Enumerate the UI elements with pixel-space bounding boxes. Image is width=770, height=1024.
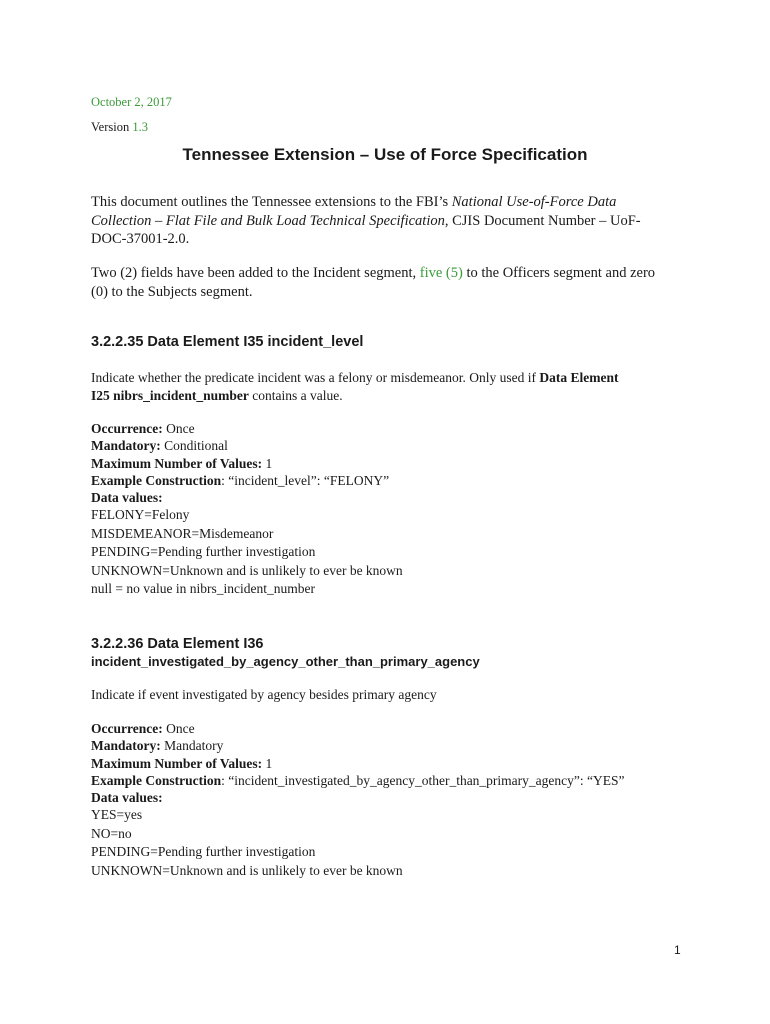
- section2-heading-line2: incident_investigated_by_agency_other_than_primary_agency: [91, 654, 480, 669]
- section1-desc-line1: [91, 369, 618, 387]
- section1-datavalues-label-text: Data values:: [91, 490, 163, 506]
- section2-maxvals-label: Maximum Number of Values:: [91, 755, 263, 771]
- intro-p2-text-b: to the Officers segment and zero: [462, 265, 656, 281]
- section1-heading: 3.2.2.35 Data Element I35 incident_level: [91, 334, 364, 350]
- version-line: [91, 119, 148, 136]
- section1-desc-text-b: contains a value.: [248, 387, 343, 403]
- section1-desc-line2: [91, 387, 618, 405]
- intro-p1-line2: [91, 212, 641, 231]
- section1-maxvals-value: 1: [262, 455, 273, 471]
- section2-datavalues-label: [91, 789, 625, 806]
- list-item: YES=yes: [91, 807, 143, 822]
- list-item: PENDING=Pending further investigation: [91, 544, 316, 560]
- section2-example-value: : “incident_investigated_by_agency_other_than_primary_agency”: “YES”: [221, 772, 625, 788]
- section1-mandatory: [91, 437, 389, 454]
- section1-mandatory-value: Conditional: [160, 438, 228, 454]
- list-item: NO=no: [91, 825, 132, 841]
- section2-occurrence-value: Once: [162, 721, 195, 736]
- section2-description: Indicate if event investigated by agency besides primary agency: [91, 687, 437, 702]
- section1-desc-bold-2: I25 nibrs_incident_number: [91, 387, 249, 403]
- document-title: Tennessee Extension – Use of Force Specification: [182, 145, 588, 164]
- section1-maxvals-label: Maximum Number of Values:: [91, 455, 263, 471]
- section2-datavalues-label-text: Data values:: [91, 790, 163, 806]
- intro-p1-line3: DOC-37001-2.0.: [91, 231, 190, 247]
- section1-desc-text-a: Indicate whether the predicate incident was a felony or misdemeanor. Only used if: [91, 370, 540, 385]
- intro-p1-text-b: , CJIS Document Number – UoF-: [444, 212, 641, 229]
- section1-example-label: Example Construction: [91, 472, 222, 488]
- section1-description: [91, 369, 618, 404]
- section1-example: [91, 472, 389, 489]
- intro-p2-highlight: five (5): [419, 265, 463, 281]
- section2-maxvals-value: 1: [262, 755, 273, 771]
- section1-desc-bold-1: Data Element: [539, 370, 619, 385]
- section2-mandatory-label: Mandatory:: [91, 738, 161, 754]
- section2-values-list: [91, 806, 403, 880]
- section1-occurrence-label: Occurrence:: [91, 421, 163, 436]
- intro-p2-line2: (0) to the Subjects segment.: [91, 283, 253, 300]
- intro-p2-line1: [91, 264, 655, 283]
- list-item: MISDEMEANOR=Misdemeanor: [91, 525, 274, 541]
- intro-p1-italic-1: National Use-of-Force Data: [451, 194, 617, 210]
- section2-mandatory-value: Mandatory: [160, 738, 224, 754]
- section2-properties: [91, 720, 625, 806]
- version-number: 1.3: [132, 120, 148, 134]
- list-item: FELONY=Felony: [91, 507, 190, 522]
- list-item: UNKNOWN=Unknown and is unlikely to ever be known: [91, 562, 403, 578]
- intro-p1-line1: [91, 193, 641, 212]
- section2-heading-line1: 3.2.2.36 Data Element I36: [91, 636, 264, 652]
- list-item: UNKNOWN=Unknown and is unlikely to ever be known: [91, 862, 403, 878]
- section1-example-value: : “incident_level”: “FELONY”: [221, 472, 390, 488]
- section1-values-list: [91, 506, 403, 599]
- section2-maxvals: [91, 755, 625, 772]
- document-date: October 2, 2017: [91, 95, 172, 109]
- section1-maxvals: [91, 455, 389, 472]
- version-label: Version: [91, 120, 133, 134]
- page-number: 1: [674, 943, 681, 957]
- intro-p1-text-a: This document outlines the Tennessee extensions to the FBI’s: [91, 194, 452, 210]
- section2-example: [91, 772, 625, 789]
- list-item: PENDING=Pending further investigation: [91, 844, 316, 860]
- intro-paragraph-2: [91, 264, 655, 301]
- list-item: null = no value in nibrs_incident_number: [91, 581, 315, 597]
- section2-occurrence: [91, 720, 625, 737]
- intro-p2-text-a: Two (2) fields have been added to the Incident segment,: [91, 265, 420, 281]
- section2-mandatory: [91, 737, 625, 754]
- intro-p1-italic-2: Collection – Flat File and Bulk Load Technical Specification: [91, 212, 445, 229]
- section1-datavalues-label: [91, 489, 389, 506]
- intro-paragraph-1: [91, 193, 641, 249]
- section1-mandatory-label: Mandatory:: [91, 438, 161, 454]
- section1-occurrence: [91, 420, 389, 437]
- section1-properties: [91, 420, 389, 506]
- section2-example-label: Example Construction: [91, 772, 222, 788]
- section1-occurrence-value: Once: [162, 421, 195, 436]
- section2-occurrence-label: Occurrence:: [91, 721, 163, 736]
